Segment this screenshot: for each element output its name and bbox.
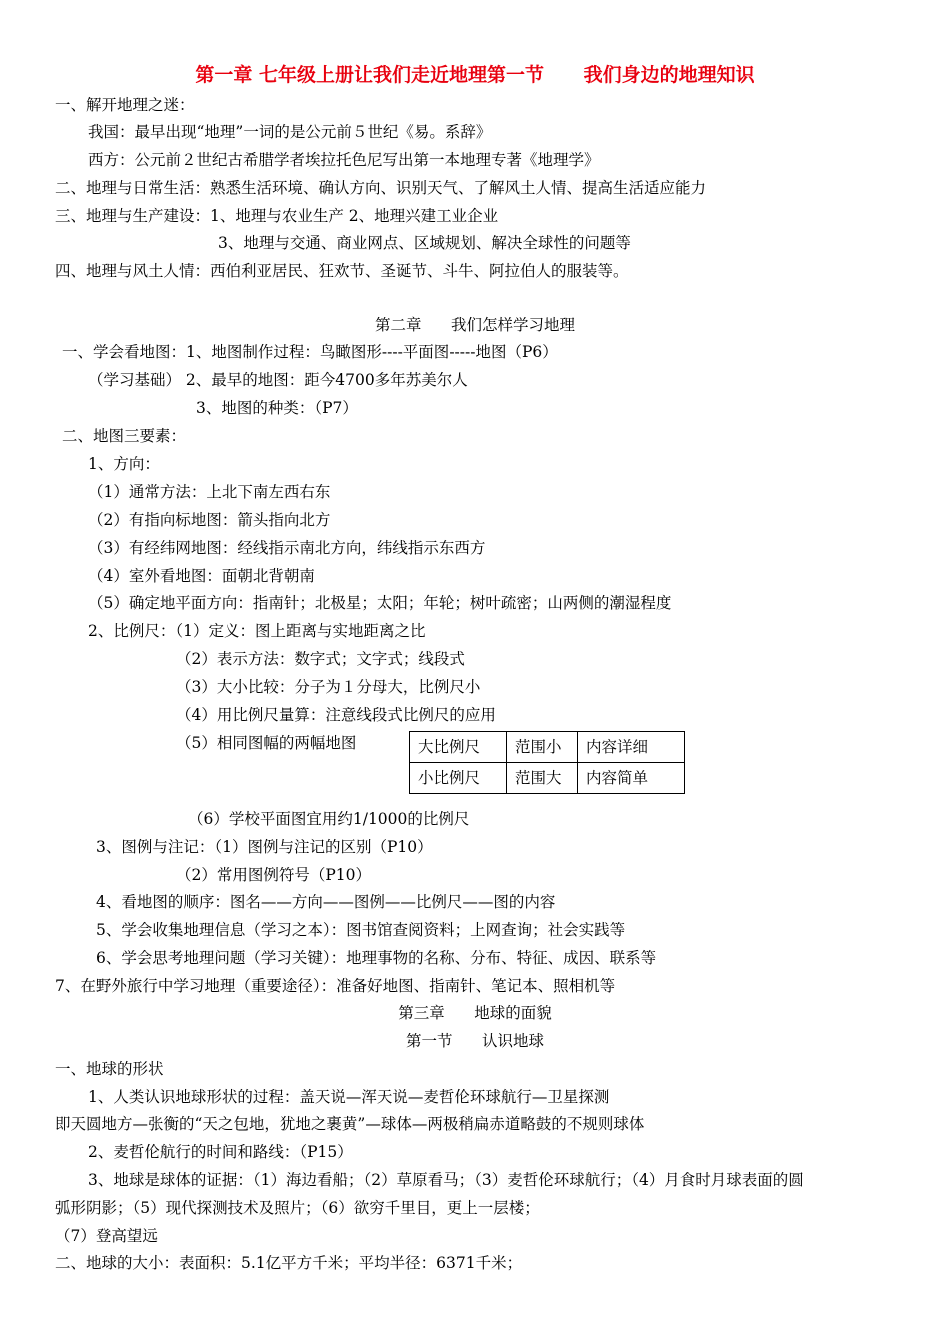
ch3-line: 弧形阴影；（5）现代探测技术及照片；（6）欲穷千里目，更上一层楼； [55,1199,540,1217]
ch3-heading: 第三章 地球的面貌 [398,1004,552,1022]
ch2-line: （4）室外看地图：面朝北背朝南 [88,567,315,585]
ch2-line: 3、图例与注记：（1）图例与注记的区别（P10） [96,838,433,856]
ch2-line: 一、学会看地图：1、地图制作过程：鸟瞰图形----平面图-----地图（P6） [62,343,558,361]
ch2-line: 5、学会收集地理信息（学习之本）：图书馆查阅资料；上网查询；社会实践等 [96,921,626,939]
table-cell: 范围小 [507,732,578,763]
ch1-section-4: 四、地理与风土人情：西伯利亚居民、狂欢节、圣诞节、斗牛、阿拉伯人的服装等。 [55,262,629,280]
table-row [410,732,685,763]
scale-comparison-table [409,731,685,794]
ch2-heading: 第二章 我们怎样学习地理 [374,316,576,334]
ch2-line: 2、比例尺：（1）定义：图上距离与实地距离之比 [88,622,426,640]
table-cell: 大比例尺 [410,732,507,763]
table-cell: 内容简单 [578,763,685,794]
ch2-line: （1）通常方法：上北下南左西右东 [88,483,331,501]
ch2-line: 1、方向： [88,455,160,473]
ch3-line: （7）登高望远 [55,1227,158,1245]
ch3-section-heading: 第一节 认识地球 [405,1032,545,1050]
table-cell: 范围大 [507,763,578,794]
ch2-line: 二、地图三要素： [62,427,187,445]
ch2-line: （学习基础） 2、最早的地图：距今4700多年苏美尔人 [88,371,468,389]
page-title: 第一章 七年级上册让我们走近地理第一节 我们身边的地理知识 [195,64,755,86]
ch2-line: （2）表示方法：数字式；文字式；线段式 [176,650,465,668]
ch2-line: 4、看地图的顺序：图名——方向——图例——比例尺——图的内容 [96,893,556,911]
ch3-line: 2、麦哲伦航行的时间和路线：（P15） [88,1143,353,1161]
ch1-section-1: 一、解开地理之迷： [55,96,195,114]
ch3-line: 3、地球是球体的证据：（1）海边看船；（2）草原看马；（3）麦哲伦环球航行；（4）月食时月球表面的圆 [88,1171,804,1189]
ch1-section-1-china: 我国：最早出现“地理”一词的是公元前５世纪《易。系辞》 [88,123,492,141]
ch2-line: （4）用比例尺量算：注意线段式比例尺的应用 [176,706,496,724]
ch2-line: （2）有指向标地图：箭头指向北方 [88,511,331,529]
ch3-line: 二、地球的大小：表面积：5.1亿平方千米；平均半径：6371千米； [55,1254,523,1272]
ch2-line: （2）常用图例符号（P10） [176,866,372,884]
ch2-line: 6、学会思考地理问题（学习关键）：地理事物的名称、分布、特征、成因、联系等 [96,949,657,967]
ch1-section-3: 三、地理与生产建设：1、地理与农业生产 2、地理兴建工业企业 [55,207,499,225]
table-cell: 小比例尺 [410,763,507,794]
ch1-section-1-west: 西方：公元前２世纪古希腊学者埃拉托色尼写出第一本地理专著《地理学》 [88,151,600,169]
ch2-line: （3）有经纬网地图：经线指示南北方向，纬线指示东西方 [88,539,486,557]
ch3-line: 一、地球的形状 [55,1060,164,1078]
table-cell: 内容详细 [578,732,685,763]
ch1-section-2: 二、地理与日常生活：熟悉生活环境、确认方向、识别天气、了解风土人情、提高生活适应能力 [55,179,707,197]
ch2-line: （5）确定地平面方向：指南针；北极星；太阳；年轮；树叶疏密；山两侧的潮湿程度 [88,594,672,612]
ch2-line: （5）相同图幅的两幅地图 [176,734,357,752]
ch2-line: （3）大小比较：分子为１分母大，比例尺小 [176,678,481,696]
ch3-line: 即天圆地方—张衡的“天之包地，犹地之裹黄”—球体—两极稍扁赤道略鼓的不规则球体 [55,1115,645,1133]
ch2-line: （6）学校平面图宜用约1/1000的比例尺 [188,810,470,828]
ch2-line: 3、地图的种类：（P7） [196,399,358,417]
table-row [410,763,685,794]
ch1-section-3-cont: 3、地理与交通、商业网点、区域规划、解决全球性的问题等 [218,234,631,252]
ch2-line: 7、在野外旅行中学习地理（重要途径）：准备好地图、指南针、笔记本、照相机等 [55,977,616,995]
ch3-line: 1、人类认识地球形状的过程：盖天说—浑天说—麦哲伦环球航行—卫星探测 [88,1088,610,1106]
